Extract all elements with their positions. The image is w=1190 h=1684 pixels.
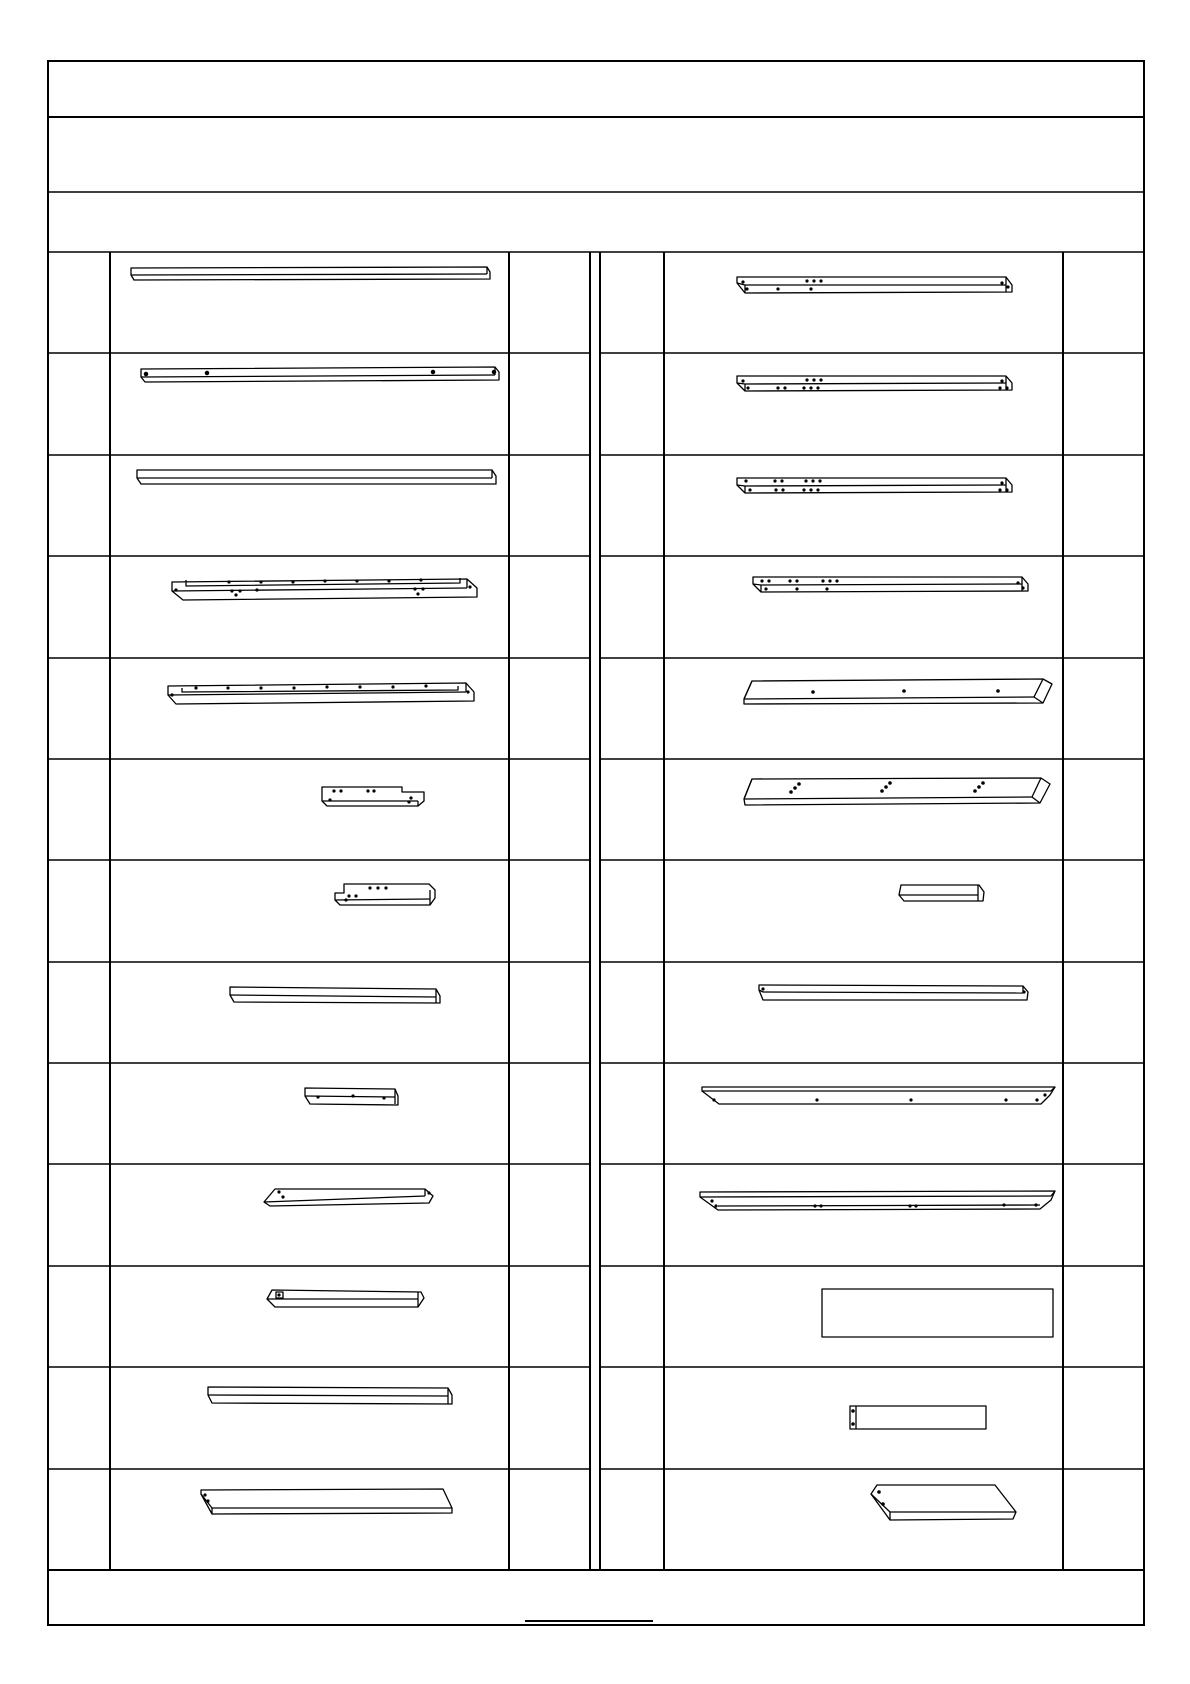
part-drawing-left-11 bbox=[267, 1290, 424, 1307]
part-drawing-left-6 bbox=[322, 787, 424, 806]
part-drawing-right-8 bbox=[759, 985, 1028, 1000]
part-drawing-right-10 bbox=[700, 1191, 1055, 1210]
part-drawing-right-5 bbox=[744, 679, 1052, 704]
part-drawing-right-12 bbox=[850, 1406, 986, 1429]
part-drawing-left-2 bbox=[141, 367, 499, 382]
part-drawing-left-13 bbox=[201, 1489, 452, 1514]
part-drawing-right-3 bbox=[737, 478, 1012, 493]
part-drawing-right-13 bbox=[871, 1485, 1016, 1520]
part-drawing-right-7 bbox=[899, 885, 984, 901]
part-drawing-left-3 bbox=[137, 470, 496, 484]
part-drawing-right-6 bbox=[744, 778, 1050, 805]
part-drawing-left-7 bbox=[335, 884, 435, 905]
part-drawing-left-5 bbox=[168, 683, 474, 704]
part-drawing-left-8 bbox=[230, 987, 440, 1003]
part-drawing-right-4 bbox=[753, 577, 1028, 592]
part-drawing-left-10 bbox=[264, 1189, 433, 1206]
part-drawing-left-4 bbox=[172, 578, 477, 600]
part-drawing-right-11 bbox=[822, 1289, 1053, 1337]
part-drawing-left-12 bbox=[208, 1387, 452, 1404]
part-drawing-right-1 bbox=[737, 277, 1012, 293]
part-drawing-right-9 bbox=[702, 1087, 1055, 1104]
part-drawing-left-9 bbox=[305, 1088, 398, 1105]
part-drawing-right-2 bbox=[737, 376, 1012, 391]
footer-signature-line bbox=[525, 1620, 653, 1622]
part-drawing-left-1 bbox=[131, 267, 490, 280]
